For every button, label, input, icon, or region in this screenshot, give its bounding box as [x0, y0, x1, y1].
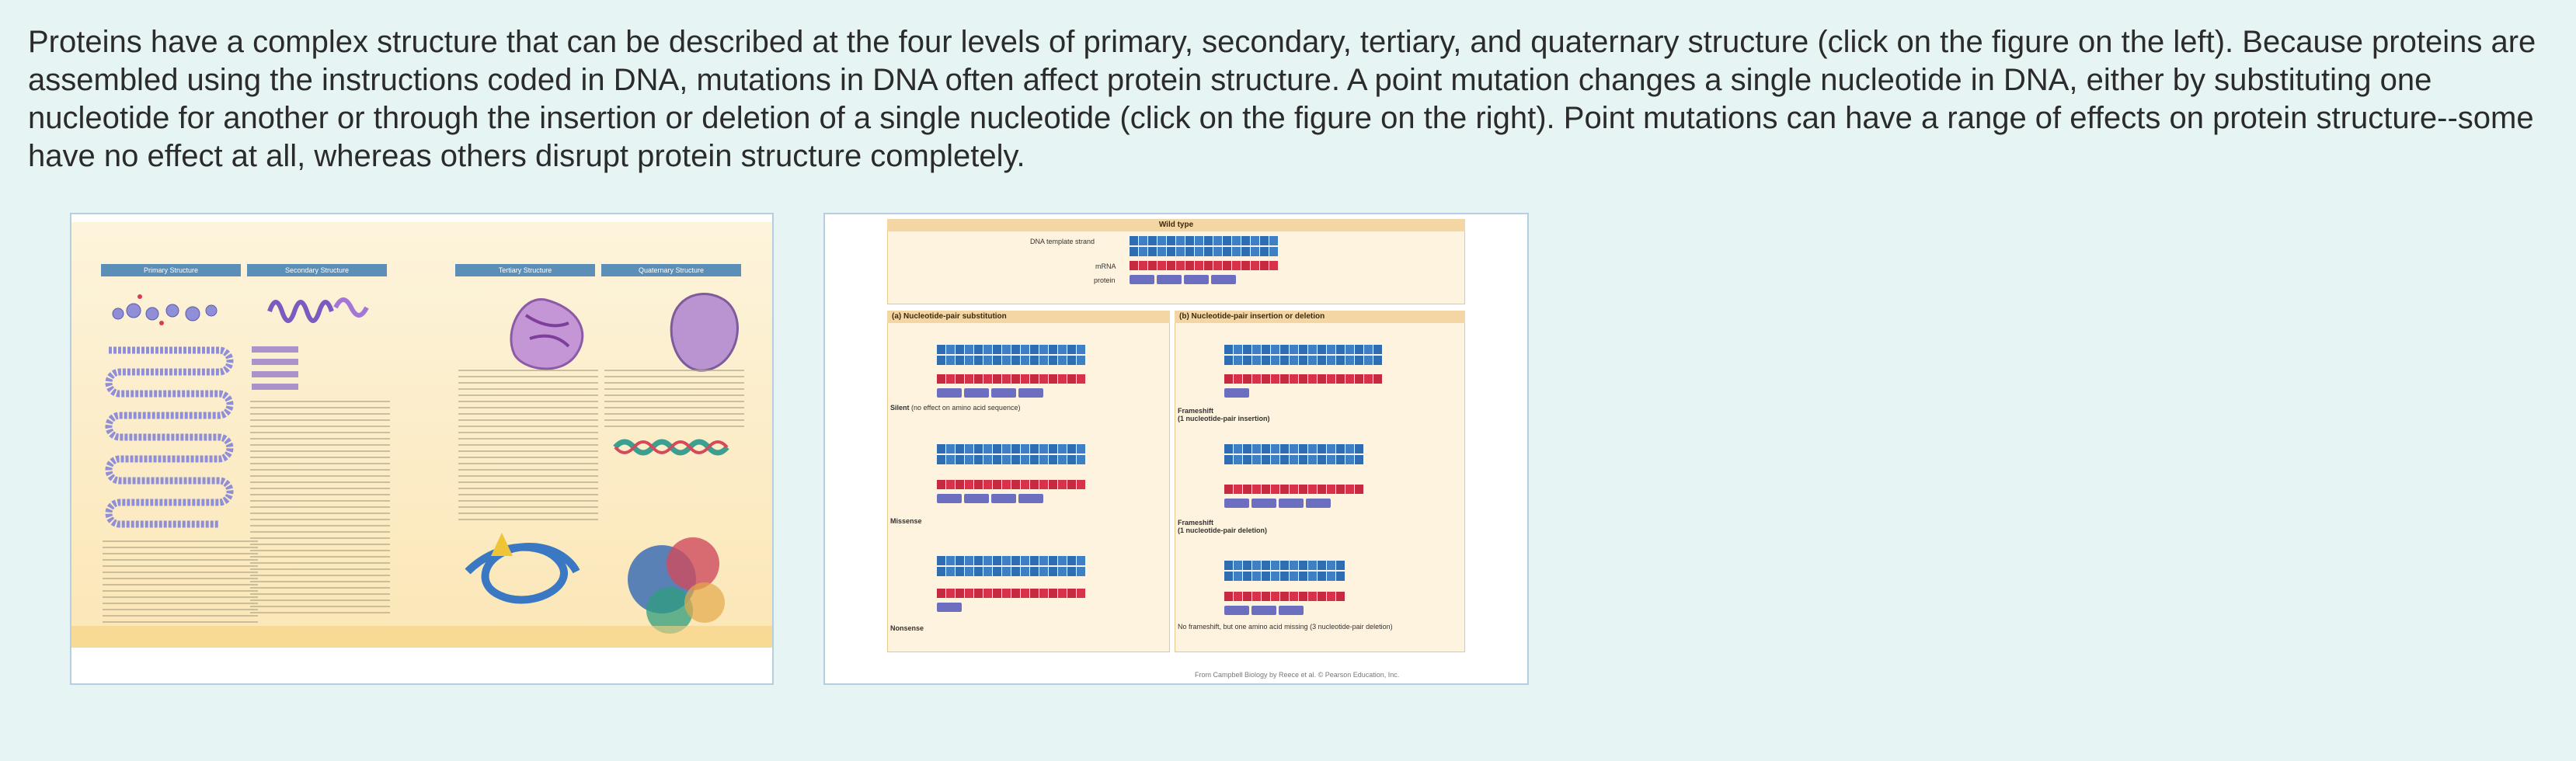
frameshift-insert-label: Frameshift (1 nucleotide-pair insertion) — [1178, 407, 1270, 422]
nonsense-dna-top — [937, 556, 1085, 565]
wt-protein — [1130, 275, 1238, 284]
quaternary-structure-heading: Quaternary Structure — [601, 264, 741, 276]
insert-dna-top — [1224, 345, 1382, 354]
nonsense-mrna — [937, 589, 1085, 598]
insert-protein — [1224, 388, 1251, 398]
silent-label: Silent (no effect on amino acid sequence) — [890, 404, 1021, 412]
figure-credit: From Campbell Biology by Reece et al. © Pearson Education, Inc. — [1195, 671, 1400, 679]
insert-dna-bottom — [1224, 356, 1382, 365]
quaternary-caption — [604, 370, 744, 432]
mrna-label: mRNA — [1095, 262, 1116, 270]
insert-mrna — [1224, 374, 1382, 384]
intro-paragraph: Proteins have a complex structure that can be described at the four levels of primary, secondary, tertiary, and quaternary structure (click on the figure on the left). Because proteins are assembled using the instructions coded in DNA, mutations in DNA often affect protein structure. A point mutation changes a single nucleotide in DNA, either by substituting one nucleotide for another or through the insertion or deletion of a single nucleotide (click on the figure on the right). Point mutations can have a range of effects on protein structure--some have no effect at all, whereas others disrupt protein structure completely. — [28, 25, 2536, 173]
nonsense-dna-bottom — [937, 567, 1085, 576]
triplet-dna-top — [1224, 561, 1345, 570]
primary-caption — [103, 540, 258, 626]
silent-dna-bottom — [937, 356, 1085, 365]
silent-dna-top — [937, 345, 1085, 354]
missense-label: Missense — [890, 517, 922, 525]
silent-protein — [937, 388, 1045, 398]
figure-bottom-strip — [71, 626, 774, 648]
delete-dna-bottom — [1224, 455, 1363, 464]
frameshift-delete-label: Frameshift (1 nucleotide-pair deletion) — [1178, 519, 1268, 534]
missense-dna-top — [937, 444, 1085, 453]
wt-dna-bottom — [1130, 247, 1278, 256]
dna-template-label: DNA template strand — [1030, 238, 1095, 245]
insertion-deletion-heading: (b) Nucleotide-pair insertion or deletion — [1175, 311, 1465, 323]
primary-structure-heading: Primary Structure — [101, 264, 241, 276]
nonsense-protein — [937, 603, 963, 612]
delete-protein — [1224, 499, 1332, 508]
protein-structure-figure[interactable] — [70, 213, 774, 685]
missense-dna-bottom — [937, 455, 1085, 464]
point-mutation-figure[interactable] — [823, 213, 1529, 685]
triplet-protein — [1224, 606, 1305, 615]
wt-dna-top — [1130, 236, 1278, 245]
secondary-caption — [250, 401, 390, 618]
missense-protein — [937, 494, 1045, 503]
wt-mrna — [1130, 261, 1278, 270]
silent-mrna — [937, 374, 1085, 384]
protein-label: protein — [1094, 276, 1116, 284]
delete-mrna — [1224, 485, 1363, 494]
no-frameshift-label: No frameshift, but one amino acid missing (3 nucleotide-pair deletion) — [1178, 623, 1393, 631]
triplet-mrna — [1224, 592, 1345, 601]
secondary-structure-heading: Secondary Structure — [247, 264, 387, 276]
wild-type-title: Wild type — [887, 219, 1465, 231]
nonsense-label: Nonsense — [890, 624, 924, 632]
tertiary-caption — [458, 370, 598, 525]
triplet-dna-bottom — [1224, 572, 1345, 581]
substitution-heading: (a) Nucleotide-pair substitution — [887, 311, 1170, 323]
missense-mrna — [937, 480, 1085, 489]
tertiary-structure-heading: Tertiary Structure — [455, 264, 595, 276]
delete-dna-top — [1224, 444, 1363, 453]
